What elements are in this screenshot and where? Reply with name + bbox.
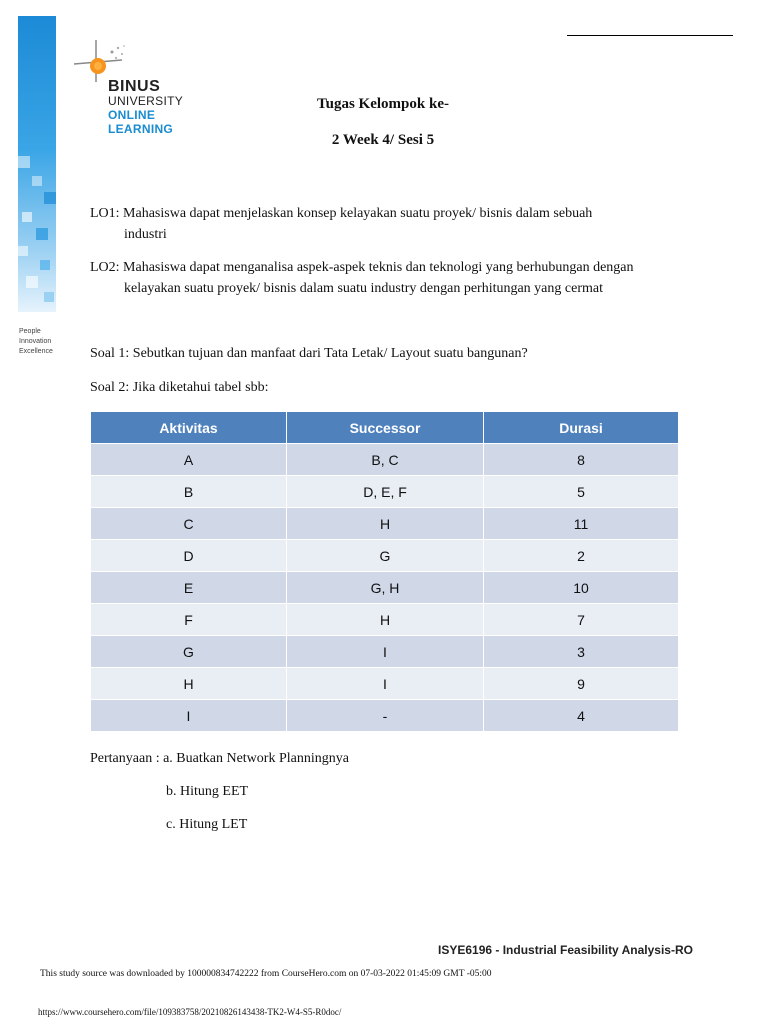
cell-successor: - (287, 700, 484, 732)
learning-outcome-2 (90, 257, 690, 299)
cell-durasi: 8 (484, 444, 679, 476)
cell-aktivitas: D (91, 540, 287, 572)
question-b: b. Hitung EET (166, 784, 249, 799)
cell-aktivitas: C (91, 508, 287, 540)
cell-durasi: 3 (484, 636, 679, 668)
cell-successor: G (287, 540, 484, 572)
cell-successor: B, C (287, 444, 484, 476)
logo-wordmark (108, 80, 183, 136)
activity-table (91, 412, 678, 731)
table-header-row (91, 412, 678, 444)
logo-online: ONLINE (108, 108, 156, 122)
logo-brand: BINUS (108, 78, 161, 95)
cell-durasi: 9 (484, 668, 679, 700)
question-a: Pertanyaan : a. Buatkan Network Planningnya (90, 751, 349, 766)
question-1: Soal 1: Sebutkan tujuan dan manfaat dari Tata Letak/ Layout suatu bangunan? (90, 346, 528, 361)
cell-aktivitas: H (91, 668, 287, 700)
tagline-people: People (19, 328, 41, 335)
logo-learning: LEARNING (108, 122, 174, 136)
table-row (91, 636, 678, 668)
tagline-excellence: Excellence (19, 348, 53, 355)
cell-successor: H (287, 604, 484, 636)
tagline (19, 327, 53, 357)
question-2: Soal 2: Jika diketahui tabel sbb: (90, 380, 269, 395)
header-durasi: Durasi (484, 412, 679, 444)
title-line-1: Tugas Kelompok ke- (317, 96, 449, 112)
tagline-innovation: Innovation (19, 338, 52, 345)
lo2-text: LO2: Mahasiswa dapat menganalisa aspek-aspek teknis dan teknologi yang berhubungan dengan (90, 260, 634, 275)
decorative-stripe (18, 16, 56, 312)
table-row (91, 476, 678, 508)
table-row (91, 604, 678, 636)
lo2-continuation: kelayakan suatu proyek/ bisnis dalam suatu industry dengan perhitungan yang cermat (124, 281, 603, 296)
cell-successor: H (287, 508, 484, 540)
source-url[interactable]: https://www.coursehero.com/file/109383758/20210826143438-TK2-W4-S5-R0doc/ (38, 1007, 342, 1017)
binus-logo (72, 38, 192, 142)
download-notice: This study source was downloaded by 100000834742222 from CourseHero.com on 07-03-2022 01:45:09 GMT -05:00 (40, 969, 492, 979)
course-code: ISYE6196 - Industrial Feasibility Analysis-RO (438, 943, 693, 957)
cell-durasi: 2 (484, 540, 679, 572)
cell-aktivitas: E (91, 572, 287, 604)
question-c: c. Hitung LET (166, 817, 248, 832)
table-row (91, 572, 678, 604)
logo-university: UNIVERSITY (108, 94, 184, 108)
lo1-text: LO1: Mahasiswa dapat menjelaskan konsep kelayakan suatu proyek/ bisnis dalam sebuah (90, 206, 593, 221)
cell-successor: I (287, 668, 484, 700)
table-row (91, 668, 678, 700)
title-line-2: 2 Week 4/ Sesi 5 (331, 132, 435, 148)
cell-durasi: 11 (484, 508, 679, 540)
header-aktivitas: Aktivitas (91, 412, 287, 444)
cell-aktivitas: G (91, 636, 287, 668)
cell-aktivitas: B (91, 476, 287, 508)
table-row (91, 540, 678, 572)
cell-successor: I (287, 636, 484, 668)
cell-durasi: 4 (484, 700, 679, 732)
cell-aktivitas: A (91, 444, 287, 476)
cell-successor: D, E, F (287, 476, 484, 508)
lo1-continuation: industri (124, 227, 167, 242)
signature-line (567, 35, 733, 36)
table-row (91, 508, 678, 540)
cell-durasi: 7 (484, 604, 679, 636)
cell-durasi: 5 (484, 476, 679, 508)
learning-outcome-1 (90, 203, 690, 245)
cell-durasi: 10 (484, 572, 679, 604)
cell-successor: G, H (287, 572, 484, 604)
header-successor: Successor (287, 412, 484, 444)
cell-aktivitas: F (91, 604, 287, 636)
table-row (91, 700, 678, 732)
cell-aktivitas: I (91, 700, 287, 732)
table-row (91, 444, 678, 476)
